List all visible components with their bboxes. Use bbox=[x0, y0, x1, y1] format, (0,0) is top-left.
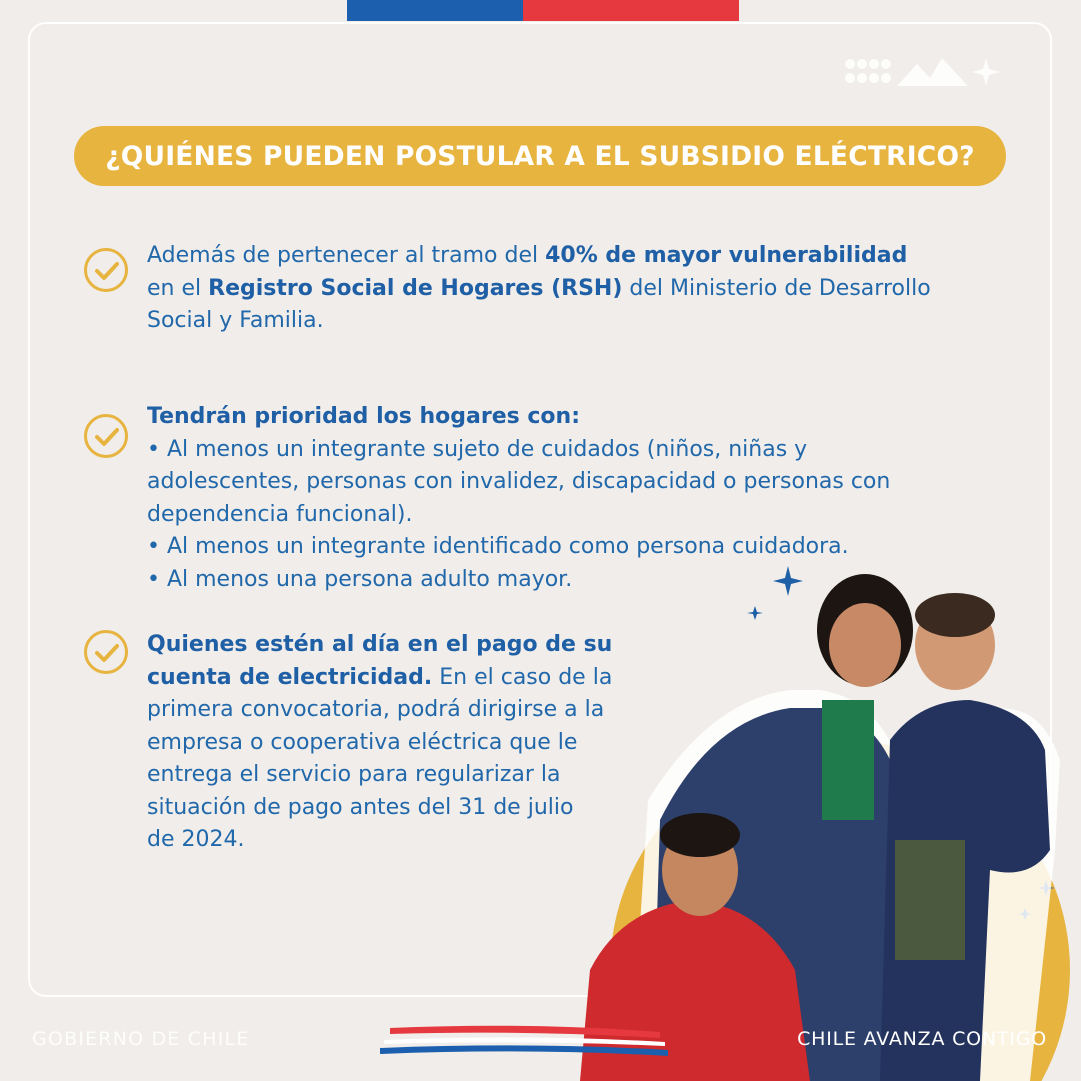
item3-text: de 2024. bbox=[147, 827, 245, 852]
eligibility-item-payment bbox=[147, 629, 667, 857]
item3-text: empresa o cooperativa eléctrica que le bbox=[147, 729, 578, 755]
check-icon bbox=[84, 248, 128, 292]
footer-slogan: CHILE AVANZA CONTIGO bbox=[797, 1028, 1047, 1050]
item2-heading: Tendrán prioridad los hogares con: bbox=[147, 404, 580, 429]
item1-text: del Ministerio de Desarrollo bbox=[622, 275, 931, 301]
decorative-dots-mountains-icon bbox=[842, 52, 1002, 92]
priority-list-item: • Al menos una persona adulto mayor. bbox=[147, 566, 573, 592]
item3-bold: Quienes estén al día en el pago de su bbox=[147, 632, 613, 657]
priority-list-item: • Al menos un integrante sujeto de cuidados (niños, niñas y bbox=[147, 436, 808, 462]
item1-text: en el bbox=[147, 275, 209, 301]
check-icon bbox=[84, 414, 128, 458]
flag-stripe-blue bbox=[347, 0, 523, 21]
priority-list-item: • Al menos un integrante identificado como persona cuidadora. bbox=[147, 534, 849, 559]
item1-bold-rsh: Registro Social de Hogares (RSH) bbox=[208, 275, 623, 301]
footer-government-label: GOBIERNO DE CHILE bbox=[32, 1028, 250, 1050]
check-icon bbox=[84, 630, 128, 674]
item3-text: En el caso de la bbox=[432, 664, 613, 690]
item3-text: entrega el servicio para regularizar la bbox=[147, 762, 561, 787]
item1-bold-vulnerability: 40% de mayor vulnerabilidad bbox=[545, 243, 908, 268]
page-title: ¿QUIÉNES PUEDEN POSTULAR A EL SUBSIDIO ELÉCTRICO? bbox=[105, 140, 975, 172]
flag-swoosh-icon bbox=[380, 1020, 670, 1060]
item3-text: primera convocatoria, podrá dirigirse a la bbox=[147, 697, 605, 722]
flag-stripe-red bbox=[523, 0, 739, 21]
item3-text: situación de pago antes del 31 de julio bbox=[147, 794, 574, 820]
item1-text: Social y Familia. bbox=[147, 308, 324, 333]
priority-list-item: dependencia funcional). bbox=[147, 501, 413, 527]
item1-text: Además de pertenecer al tramo del bbox=[147, 243, 546, 268]
eligibility-item-rsh bbox=[147, 240, 1027, 338]
title-banner bbox=[74, 126, 1006, 186]
item3-bold: cuenta de electricidad. bbox=[147, 664, 433, 690]
priority-list-item: adolescentes, personas con invalidez, discapacidad o personas con bbox=[147, 469, 891, 494]
